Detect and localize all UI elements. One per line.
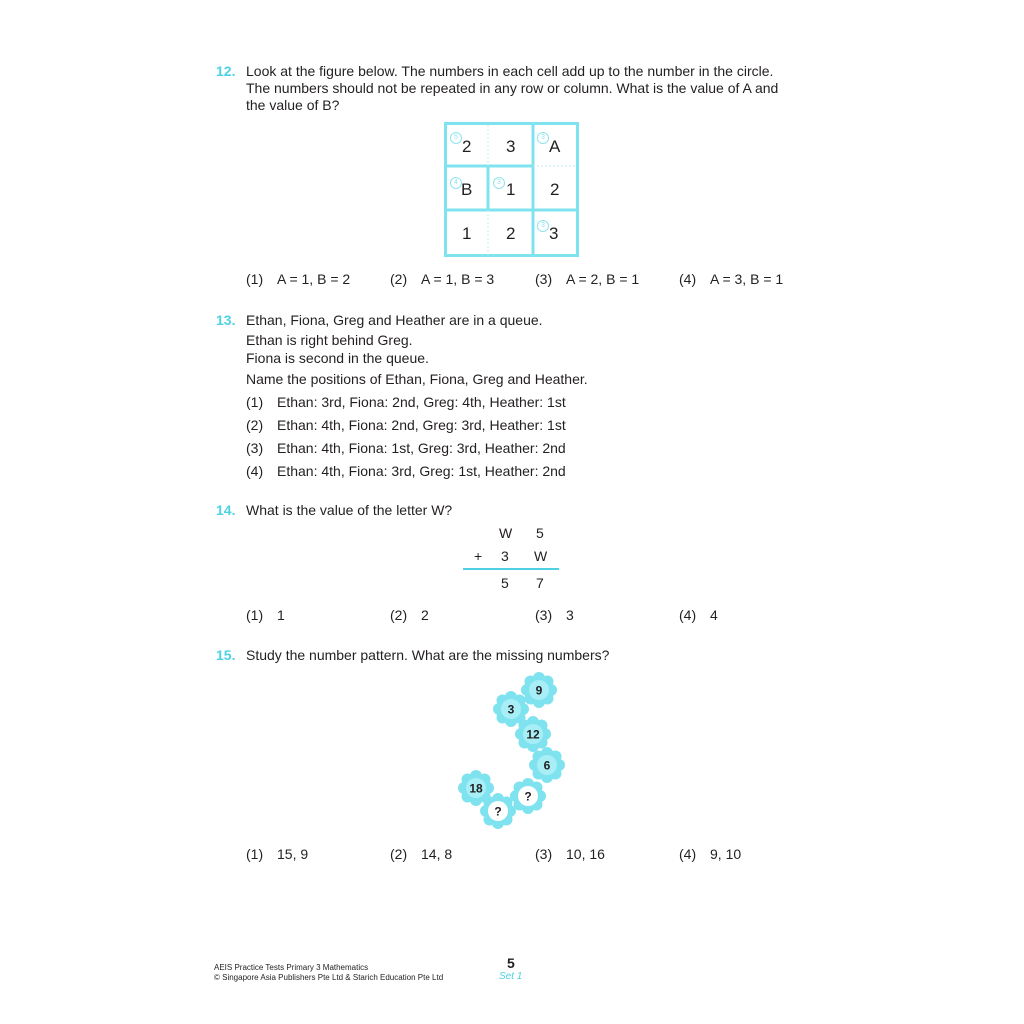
option-number: (3)	[535, 846, 553, 862]
q15-option-1[interactable]	[246, 846, 308, 862]
option-text: 4	[710, 607, 718, 623]
page-number: 5	[507, 955, 515, 971]
option-text: A = 1, B = 3	[421, 271, 495, 287]
option-text: 14, 8	[421, 846, 453, 862]
option-number: (4)	[679, 271, 697, 287]
flower-9	[521, 672, 557, 708]
q12-option-4[interactable]	[679, 271, 783, 287]
addend-digit: W	[499, 525, 513, 541]
grid-cell: 1	[462, 224, 472, 243]
addend-digit: 5	[536, 525, 544, 541]
question-13-line: Ethan, Fiona, Greg and Heather are in a queue.	[246, 312, 543, 328]
question-15-text: Study the number pattern. What are the missing numbers?	[246, 647, 610, 663]
option-text: 10, 16	[566, 846, 605, 862]
flower-6	[529, 747, 565, 783]
option-number: (3)	[246, 440, 264, 456]
flower-label: ?	[494, 804, 502, 819]
q15-option-2[interactable]	[390, 846, 452, 862]
option-text: Ethan: 4th, Fiona: 1st, Greg: 3rd, Heather: 2nd	[277, 440, 566, 456]
footer-title: AEIS Practice Tests Primary 3 Mathematics	[214, 963, 369, 972]
option-number: (2)	[390, 271, 408, 287]
q13-option-3[interactable]	[246, 440, 566, 456]
option-number: (3)	[535, 271, 553, 287]
q12-option-2[interactable]	[390, 271, 494, 287]
sum-digit: 7	[536, 575, 544, 591]
kenken-grid	[444, 122, 579, 257]
grid-cell: A	[549, 137, 561, 156]
grid-cell: 2	[506, 224, 516, 243]
question-number-15: 15.	[216, 647, 236, 663]
option-number: (2)	[390, 846, 408, 862]
flower-label: 18	[469, 781, 483, 796]
plus-sign: +	[474, 548, 483, 564]
cage-sum-circle: 3	[493, 177, 505, 189]
option-text: A = 3, B = 1	[710, 271, 784, 287]
option-number: (1)	[246, 394, 264, 410]
addend-digit: W	[534, 548, 548, 564]
question-13-line: Ethan is right behind Greg.	[246, 332, 413, 348]
flower-missing	[480, 793, 516, 829]
option-number: (1)	[246, 271, 264, 287]
option-text: Ethan: 4th, Fiona: 2nd, Greg: 3rd, Heather: 1st	[277, 417, 566, 433]
grid-cell: 3	[549, 224, 559, 243]
sum-digit: 5	[501, 575, 509, 591]
question-12-line: the value of B?	[246, 97, 340, 113]
q14-option-1[interactable]	[246, 607, 285, 623]
question-12-line: The numbers should not be repeated in any row or column. What is the value of A and	[246, 80, 779, 96]
option-number: (1)	[246, 607, 264, 623]
option-number: (4)	[246, 463, 264, 479]
option-text: 1	[277, 607, 285, 623]
q12-option-3[interactable]	[535, 271, 639, 287]
option-text: 3	[566, 607, 574, 623]
q13-option-2[interactable]	[246, 417, 566, 433]
flower-label: 3	[507, 702, 515, 717]
q14-option-4[interactable]	[679, 607, 718, 623]
grid-cell: 1	[506, 180, 516, 199]
cage-sum-circle: 3	[537, 132, 549, 144]
flower-label: 6	[543, 758, 551, 773]
question-14-text: What is the value of the letter W?	[246, 502, 453, 518]
footer-copyright: © Singapore Asia Publishers Pte Ltd & Starich Education Pte Ltd	[214, 973, 444, 982]
q12-option-1[interactable]	[246, 271, 350, 287]
option-number: (3)	[535, 607, 553, 623]
set-label: Set 1	[499, 971, 523, 982]
option-number: (4)	[679, 846, 697, 862]
cage-sum-circle: 4	[450, 177, 462, 189]
option-text: 15, 9	[277, 846, 309, 862]
addend-digit: 3	[501, 548, 509, 564]
option-text: Ethan: 4th, Fiona: 3rd, Greg: 1st, Heather: 2nd	[277, 463, 566, 479]
q13-option-1[interactable]	[246, 394, 566, 410]
q15-option-3[interactable]	[535, 846, 605, 862]
grid-cell: 3	[506, 137, 516, 156]
grid-cell: B	[461, 180, 473, 199]
addition-problem	[460, 525, 562, 595]
option-text: A = 1, B = 2	[277, 271, 351, 287]
question-12-line: Look at the figure below. The numbers in each cell add up to the number in the circle.	[246, 63, 774, 79]
question-13-line: Fiona is second in the queue.	[246, 350, 429, 366]
option-number: (2)	[246, 417, 264, 433]
option-number: (2)	[390, 607, 408, 623]
cage-sum-circle: 5	[450, 132, 462, 144]
flower-12	[515, 716, 551, 752]
option-number: (1)	[246, 846, 264, 862]
grid-cell: 2	[550, 180, 560, 199]
option-text: A = 2, B = 1	[566, 271, 640, 287]
grid-cell: 2	[462, 137, 472, 156]
sum-line	[463, 568, 559, 570]
flower-label: 9	[535, 683, 543, 698]
option-number: (4)	[679, 607, 697, 623]
option-text: Ethan: 3rd, Fiona: 2nd, Greg: 4th, Heather: 1st	[277, 394, 566, 410]
question-number-14: 14.	[216, 502, 236, 518]
option-text: 2	[421, 607, 429, 623]
option-text: 9, 10	[710, 846, 742, 862]
q14-option-2[interactable]	[390, 607, 429, 623]
q13-option-4[interactable]	[246, 463, 566, 479]
q15-option-4[interactable]	[679, 846, 741, 862]
question-number-12: 12.	[216, 63, 236, 79]
q14-option-3[interactable]	[535, 607, 574, 623]
number-pattern-flowers	[440, 668, 580, 834]
flower-label: 12	[526, 727, 540, 742]
question-number-13: 13.	[216, 312, 236, 328]
cage-sum-circle: 3	[537, 220, 549, 232]
flower-label: ?	[524, 789, 532, 804]
question-12-text	[246, 63, 826, 114]
question-13-line: Name the positions of Ethan, Fiona, Greg and Heather.	[246, 371, 588, 387]
